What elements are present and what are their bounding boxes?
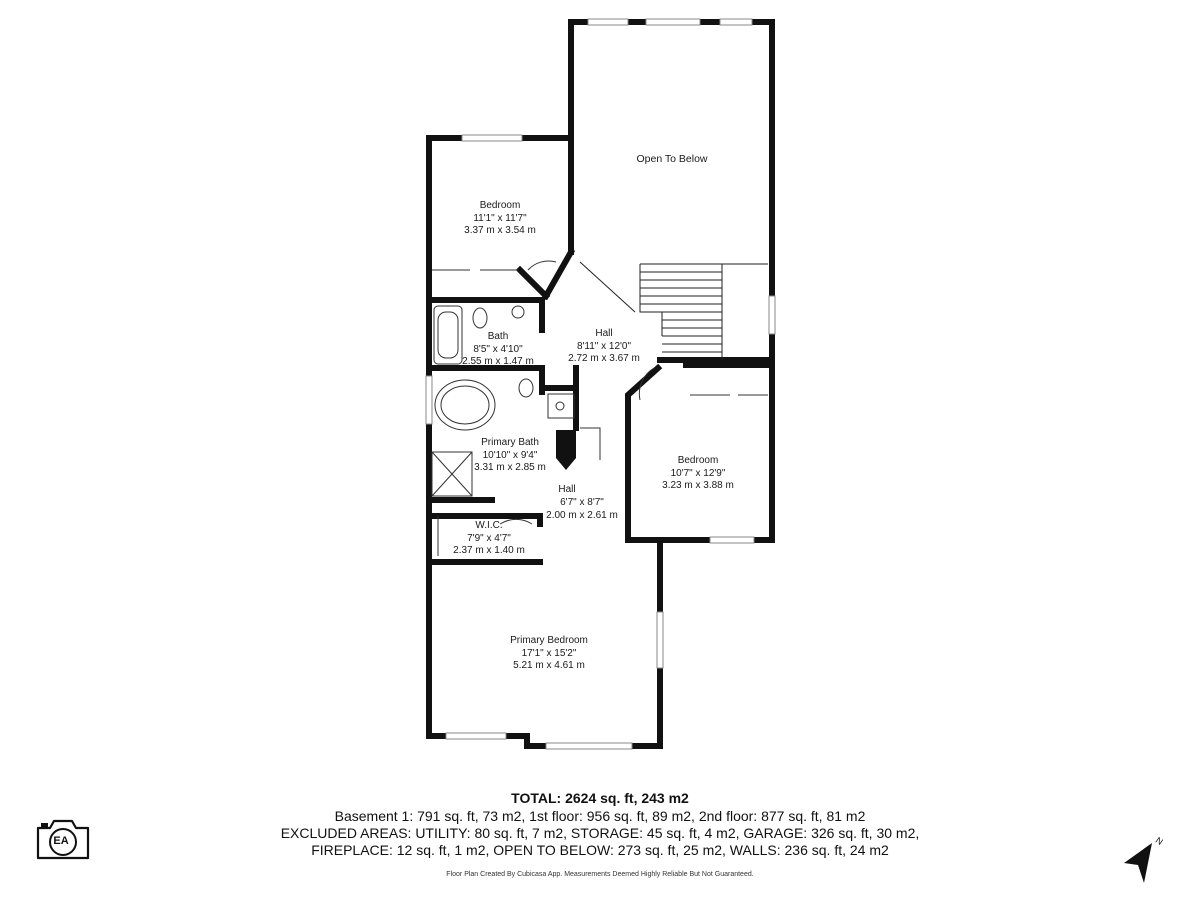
hall-upper-name: Hall	[595, 328, 613, 339]
hall-upper-imperial: 8'11" x 12'0"	[576, 341, 632, 352]
door-swing-3	[580, 428, 600, 460]
hall-lower-name: Hall	[558, 484, 576, 495]
fireplace-marker	[556, 430, 576, 470]
floor-areas-line: Basement 1: 791 sq. ft, 73 m2, 1st floor: 956 sq. ft, 89 m2, 2nd floor: 877 sq. ft, 81 m2	[334, 808, 866, 824]
vanity-icon	[548, 394, 574, 418]
toilet-icon-2	[519, 379, 533, 397]
excluded-areas-line: EXCLUDED AREAS: UTILITY: 80 sq. ft, 7 m2, STORAGE: 45 sq. ft, 4 m2, GARAGE: 326 sq. ft, 30 m2,	[280, 825, 920, 841]
total-area: TOTAL: 2624 sq. ft, 243 m2	[511, 790, 689, 806]
wic-metric: 2.37 m x 1.40 m	[453, 545, 525, 556]
hall-lower-metric: 2.00 m x 2.61 m	[546, 510, 618, 521]
bedroom-top-imperial: 11'1" x 11'7"	[473, 213, 527, 224]
disclaimer-text: Floor Plan Created By Cubicasa App. Measurements Deemed Highly Reliable But Not Guaranteed.	[446, 871, 754, 878]
bedroom-top-name: Bedroom	[479, 200, 521, 211]
wic-name: W.I.C.	[475, 520, 503, 531]
wic-imperial: 7'9" x 4'7"	[467, 533, 511, 544]
sink-icon	[512, 306, 524, 318]
logo-initials: EA	[53, 835, 69, 847]
windows	[426, 19, 775, 749]
north-label: N	[1153, 835, 1165, 847]
hall-lower-imperial: 6'7" x 8'7"	[560, 497, 604, 508]
bedroom-right-name: Bedroom	[677, 455, 719, 466]
excluded-areas-line-2: FIREPLACE: 12 sq. ft, 1 m2, OPEN TO BELOW: 273 sq. ft, 25 m2, WALLS: 236 sq. ft, 24 m2	[311, 842, 889, 858]
primary-bath-imperial: 10'10" x 9'4"	[482, 450, 538, 461]
bedroom-right-imperial: 10'7" x 12'9"	[670, 468, 726, 479]
door-swing	[528, 261, 556, 270]
round-tub-icon	[435, 380, 495, 430]
primary-bedroom-name: Primary Bedroom	[510, 635, 588, 646]
open-to-below-label: Open To Below	[636, 153, 708, 165]
bath-imperial: 8'5" x 4'10"	[473, 344, 523, 355]
toilet-icon	[473, 308, 487, 328]
bath-name: Bath	[487, 331, 509, 342]
bedroom-top-metric: 3.37 m x 3.54 m	[464, 225, 536, 236]
primary-bath-metric: 3.31 m x 2.85 m	[474, 462, 546, 473]
hall-upper-metric: 2.72 m x 3.67 m	[568, 353, 640, 364]
bath-metric: 2.55 m x 1.47 m	[462, 356, 534, 367]
north-arrow-icon	[1118, 833, 1178, 893]
primary-bath-name: Primary Bath	[481, 437, 539, 448]
primary-bedroom-imperial: 17'1" x 15'2"	[521, 648, 577, 659]
bedroom-right-metric: 3.23 m x 3.88 m	[662, 480, 734, 491]
primary-bedroom-metric: 5.21 m x 4.61 m	[513, 660, 585, 671]
door-swing-4	[500, 519, 532, 524]
